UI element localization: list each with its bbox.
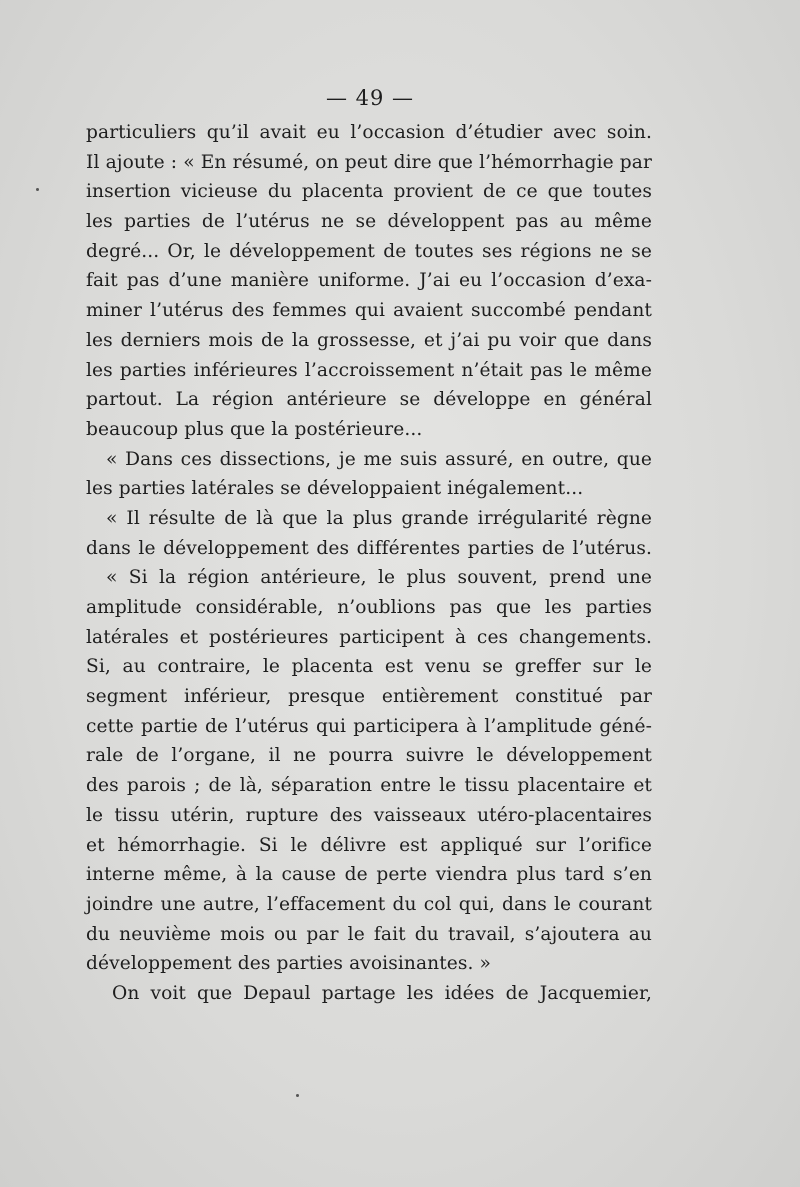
text-line: des parois ; de là, séparation entre le tissu placentaire et	[86, 775, 652, 797]
text-line: amplitude considérable, n’oublions pas que les parties	[86, 597, 652, 618]
text-line: dans le développement des différentes parties de l’utérus.	[86, 537, 652, 559]
text-line: du neuvième mois ou par le fait du travail, s’ajoutera au	[86, 923, 652, 945]
text-line: segment inférieur, presque entièrement constitué par	[86, 686, 652, 708]
text-line: les parties de l’utérus ne se développent pas au même	[86, 211, 652, 233]
text-line: interne même, à la cause de perte viendra plus tard s’en	[86, 864, 652, 886]
text-line: miner l’utérus des femmes qui avaient succombé pendant	[86, 300, 652, 322]
page-number: — 49 —	[325, 86, 415, 110]
paper-speck	[296, 1094, 299, 1097]
text-line: rale de l’organe, il ne pourra suivre le développement	[86, 745, 652, 767]
text-line: cette partie de l’utérus qui participera à l’amplitude géné-	[86, 715, 652, 737]
text-line: développement des parties avoisinantes. »	[86, 953, 492, 975]
text-line: les parties latérales se développaient inégalement...	[86, 478, 584, 500]
text-line: et hémorrhagie. Si le délivre est appliqué sur l’orifice	[86, 834, 652, 856]
text-line: latérales et postérieures participent à ces changements.	[86, 626, 652, 648]
text-line: partout. La région antérieure se développe en général	[86, 389, 652, 411]
text-line: « Si la région antérieure, le plus souvent, prend une	[106, 567, 652, 589]
body-text	[86, 118, 652, 1009]
text-line: les derniers mois de la grossesse, et j’ai pu voir que dans	[86, 329, 652, 351]
text-line: les parties inférieures l’accroissement n’était pas le même	[86, 359, 652, 381]
text-line: insertion vicieuse du placenta provient de ce que toutes	[86, 181, 652, 203]
text-line: On voit que Depaul partage les idées de Jacquemier,	[112, 982, 652, 1004]
text-line: Il ajoute : « En résumé, on peut dire que l’hémorrhagie par	[86, 151, 652, 173]
text-line: Si, au contraire, le placenta est venu se greffer sur le	[86, 656, 652, 678]
text-line: beaucoup plus que la postérieure...	[86, 418, 423, 440]
paper-speck	[36, 188, 39, 191]
text-line: joindre une autre, l’effacement du col qui, dans le courant	[86, 893, 652, 915]
text-line: degré... Or, le développement de toutes ses régions ne se	[86, 240, 652, 262]
text-line: particuliers qu’il avait eu l’occasion d’étudier avec soin.	[86, 122, 652, 143]
text-line: « Dans ces dissections, je me suis assuré, en outre, que	[106, 448, 652, 470]
text-line: « Il résulte de là que la plus grande irrégularité règne	[106, 507, 652, 529]
text-line: fait pas d’une manière uniforme. J’ai eu l’occasion d’exa-	[86, 270, 652, 292]
text-line: le tissu utérin, rupture des vaisseaux utéro-placentaires	[86, 804, 652, 826]
